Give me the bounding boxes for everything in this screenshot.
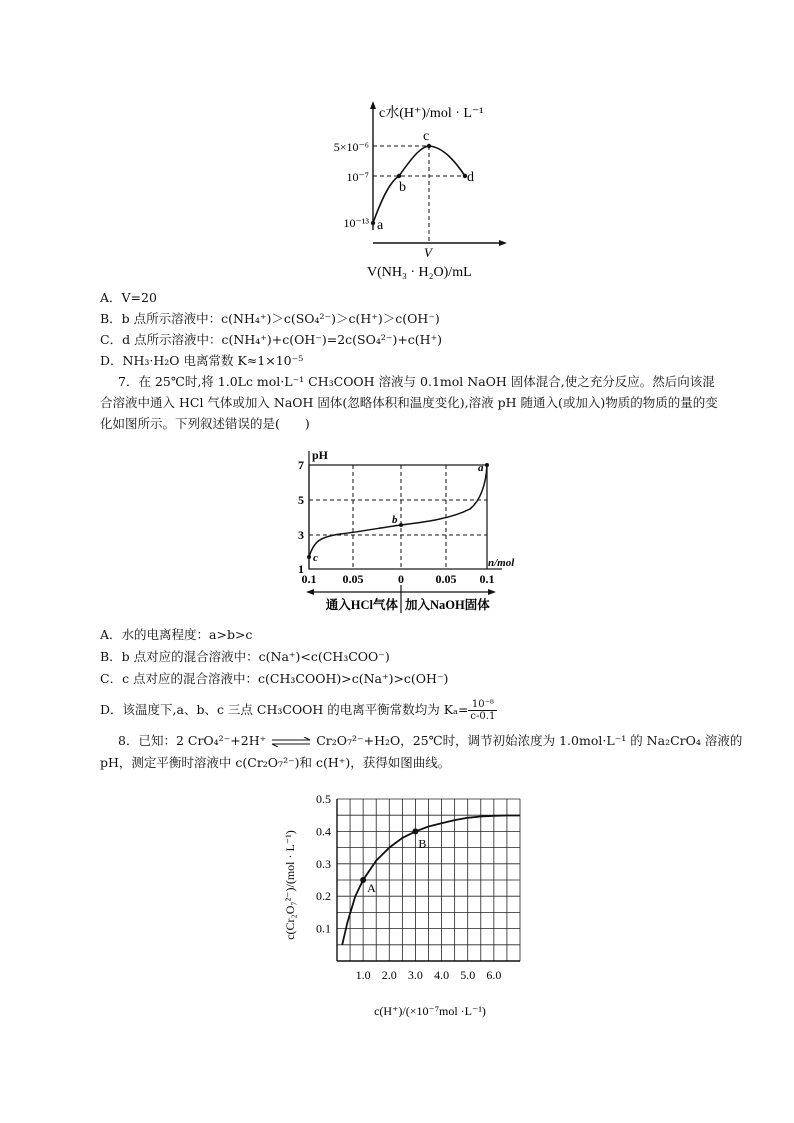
chart3-ytick-5: 0.5 [316,792,331,806]
q7-stem: 7．在 25℃时,将 1.0Lc mol·L⁻¹ CH₃COOH 溶液与 0.1mol NaOH 固体混合,使之充分反应。然后向该混合溶液中通入 HCl 气体或加入 NaOH 固体(忽略体积和温度变化),溶液 pH 随通入(或加入)物质的物质的量的变化如图所示。下列叙述错误的是( ) [100,374,718,431]
fig2-ytick-5: 5 [298,493,304,507]
figure-3-chart [280,785,540,1030]
chart3-ylabel: c(Cr₂O₇²⁻)/(mol · L⁻¹) [283,830,297,940]
q7-option-d-fraction [468,699,497,722]
figure-1-curve [325,95,515,285]
chart3-ytick-2: 0.2 [316,889,331,904]
chart3-point-label-a: A [367,881,376,895]
chart3-xtick-3: 3.0 [407,968,423,982]
q8-stem-pre: 8．已知：2 CrO₄²⁻+2H⁺ [118,733,267,748]
chart3-xlabel: c(H⁺)/(×10⁻⁷mol ·L⁻¹) [374,1004,486,1018]
q8-stem-line1 [118,733,742,749]
fig2-xtick-2: 0.05 [342,572,364,586]
chart3-ytick-4: 0.4 [316,824,331,839]
fig2-point-a [485,463,489,467]
fig1-xtick-v: V [424,245,432,260]
fig2-label-c: c [313,552,318,564]
chart3-xtick-5: 5.0 [460,968,476,982]
fig1-ytick-3: 10⁻¹³ [343,216,369,230]
q7-option-d-text: D．该温度下,a、b、c 三点 CH₃COOH 的电离平衡常数均为 Kₐ= [100,702,469,717]
q8-stem-line2: pH，测定平衡时溶液中 c(Cr₂O₇²⁻)和 c(H⁺)，获得如图曲线。 [100,755,451,770]
fig2-xtick-1: 0.1 [301,572,317,586]
chart3-xtick-6: 6.0 [486,968,502,982]
fig2-label-b: b [392,514,398,526]
q6-option-b: B．b 点所示溶液中：c(NH₄⁺)＞c(SO₄²⁻)＞c(H⁺)＞c(OH⁻) [100,311,440,326]
fig2-right-arrowhead [488,589,496,595]
fig2-xtick-3: 0 [398,572,404,586]
chart3-xtick-1: 1.0 [355,968,371,982]
fig1-label-b: b [399,180,406,195]
fig2-left-caption: 通入HCl气体 [325,598,398,612]
fig1-ytick-2: 10⁻⁷ [346,170,369,184]
frac-denominator: c-0.1 [470,711,496,722]
fig2-ytick-1: 1 [298,562,304,576]
fig1-point-b [397,174,401,178]
fig1-ylabel: c水(H⁺)/mol · L⁻¹ [379,106,484,121]
fig1-curve-line [373,146,465,223]
chart3-xtick-4: 4.0 [434,968,450,982]
q8-stem-mid: Cr₂O₇²⁻+H₂O，25℃时，调节初始浓度为 1.0mol·L⁻¹ 的 Na₂CrO₄ 溶液的 [316,733,743,748]
fig2-ytick-3: 3 [298,528,304,542]
fig2-ytick-7: 7 [298,458,304,472]
fig2-left-arrowhead [306,589,314,595]
fig2-frame [309,465,487,569]
chart3-ytick-3: 0.3 [316,856,331,871]
fig2-right-caption: 加入NaOH固体 [405,598,490,612]
q6-option-c: C．d 点所示溶液中：c(NH₄⁺)+c(OH⁻)=2c(SO₄²⁻)+c(H⁺) [100,332,443,347]
fig2-curve-line [309,465,487,557]
equilibrium-arrow-icon [270,737,312,747]
fig1-label-a: a [377,218,384,233]
figure-2-ph [280,445,540,620]
fig2-label-a: a [478,462,484,474]
q7-option-d [100,693,497,727]
fig1-label-c: c [423,129,430,144]
q7-option-c: C．c 点对应的混合溶液中：c(CH₃COOH)>c(Na⁺)>c(OH⁻) [100,671,449,686]
fig1-xlabel: V(NH₃ · H₂O)/mL [367,265,472,280]
fig2-xtick-4: 0.05 [435,572,457,586]
chart3-ytick-1: 0.1 [316,921,331,936]
fig2-ylabel: pH [312,448,329,462]
fig1-ytick-1: 5×10⁻⁶ [333,140,369,154]
fig2-point-b [399,523,403,527]
q7-option-a: A．水的电离程度：a>b>c [100,627,253,642]
fig1-point-a [371,221,375,225]
chart3-point-b [412,828,418,834]
fig1-label-d: d [467,170,474,185]
fig2-point-c [307,555,311,559]
fig1-y-arrow [370,101,376,109]
q6-option-d: D．NH₃·H₂O 电离常数 K≈1×10⁻⁵ [100,353,304,368]
frac-numerator: 10⁻⁸ [468,699,497,711]
fig2-xtick-5: 0.1 [479,572,495,586]
chart3-point-a [360,877,366,883]
fig1-x-arrow [499,240,507,246]
q7-option-b: B．b 点对应的混合溶液中：c(Na⁺)<c(CH₃COO⁻) [100,649,390,664]
q6-option-a: A．V=20 [100,290,157,305]
fig2-xlabel: n/mol [488,557,515,569]
chart3-xtick-2: 2.0 [381,968,397,982]
fig1-point-c [427,144,431,148]
chart3-point-label-b: B [418,836,427,851]
